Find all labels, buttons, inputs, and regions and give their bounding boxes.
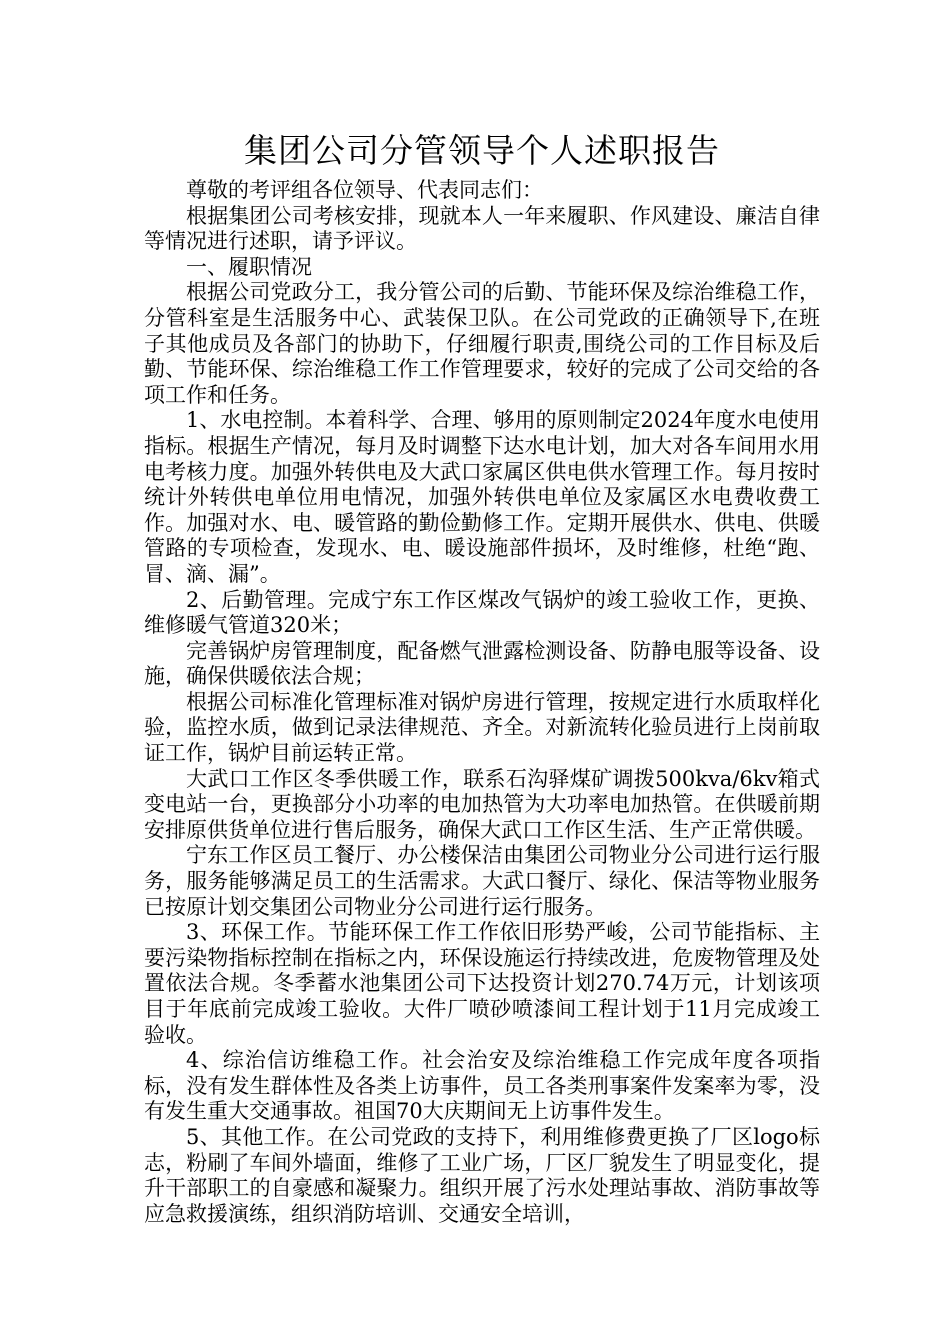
paragraph-other-work: 5、其他工作。在公司党政的支持下，利用维修费更换了厂区logo标志，粉刷了车间外墙面，维修了工业广场，厂区厂貌发生了明显变化，提升干部职工的自豪感和凝聚力。组织开展了污水处理站事故、消防事故等应急救援演练，组织消防培训、交通安全培训， bbox=[144, 1124, 820, 1226]
paragraph-winter-heating: 大武口工作区冬季供暖工作，联系石沟驿煤矿调拨500kva/6kv箱式变电站一台，更换部分小功率的电加热管为大功率电加热管。在供暖前期安排原供货单位进行售后服务，确保大武口工作区生活、生产正常供暖。 bbox=[144, 766, 820, 842]
paragraph-water-power: 1、水电控制。本着科学、合理、够用的原则制定2024年度水电使用指标。根据生产情况，每月及时调整下达水电计划，加大对各车间用水用电考核力度。加强外转供电及大武口家属区供电供水管理工作。每月按时统计外转供电单位用电情况，加强外转供电单位及家属区水电费收费工作。加强对水、电、暖管路的勤俭勤修工作。定期开展供水、供电、供暖管路的专项检查，发现水、电、暖设施部件损坏，及时维修，杜绝“跑、冒、滴、漏”。 bbox=[144, 408, 820, 586]
paragraph-boiler-rules: 完善锅炉房管理制度，配备燃气泄露检测设备、防静电服等设备、设施，确保供暖依法合规； bbox=[144, 638, 820, 689]
paragraph-intro: 根据集团公司考核安排，现就本人一年来履职、作风建设、廉洁自律等情况进行述职，请予评议。 bbox=[144, 203, 820, 254]
section-heading-performance: 一、履职情况 bbox=[186, 254, 312, 279]
paragraph-property-services: 宁东工作区员工餐厅、办公楼保洁由集团公司物业分公司进行运行服务，服务能够满足员工的生活需求。大武口餐厅、绿化、保洁等物业服务已按原计划交集团公司物业分公司进行运行服务。 bbox=[144, 843, 820, 919]
document-title: 集团公司分管领导个人述职报告 bbox=[244, 131, 720, 170]
paragraph-environmental: 3、环保工作。节能环保工作工作依旧形势严峻，公司节能指标、主要污染物指标控制在指标之内，环保设施运行持续改进，危废物管理及处置依法合规。冬季蓄水池集团公司下达投资计划270.74万元，计划该项目于年底前完成竣工验收。大件厂喷砂喷漆间工程计划于11月完成竣工验收。 bbox=[144, 920, 820, 1047]
paragraph-duties: 根据公司党政分工，我分管公司的后勤、节能环保及综治维稳工作，分管科室是生活服务中心、武装保卫队。在公司党政的正确领导下,在班子其他成员及各部门的协助下，仔细履行职责,围绕公司的工作目标及后勤、节能环保、综治维稳工作工作管理要求，较好的完成了公司交给的各项工作和任务。 bbox=[144, 280, 820, 407]
paragraph-logistics: 2、后勤管理。完成宁东工作区煤改气锅炉的竣工验收工作，更换、维修暖气管道320米； bbox=[144, 587, 820, 638]
paragraph-boiler-management: 根据公司标准化管理标准对锅炉房进行管理，按规定进行水质取样化验，监控水质，做到记录法律规范、齐全。对新流转化验员进行上岗前取证工作，锅炉目前运转正常。 bbox=[144, 689, 820, 766]
document-page bbox=[144, 128, 820, 1227]
salutation: 尊敬的考评组各位领导、代表同志们： bbox=[186, 178, 543, 202]
paragraph-stability: 4、综治信访维稳工作。社会治安及综治维稳工作完成年度各项指标，没有发生群体性及各类上访事件，员工各类刑事案件发案率为零，没有发生重大交通事故。祖国70大庆期间无上访事件发生。 bbox=[144, 1048, 820, 1124]
